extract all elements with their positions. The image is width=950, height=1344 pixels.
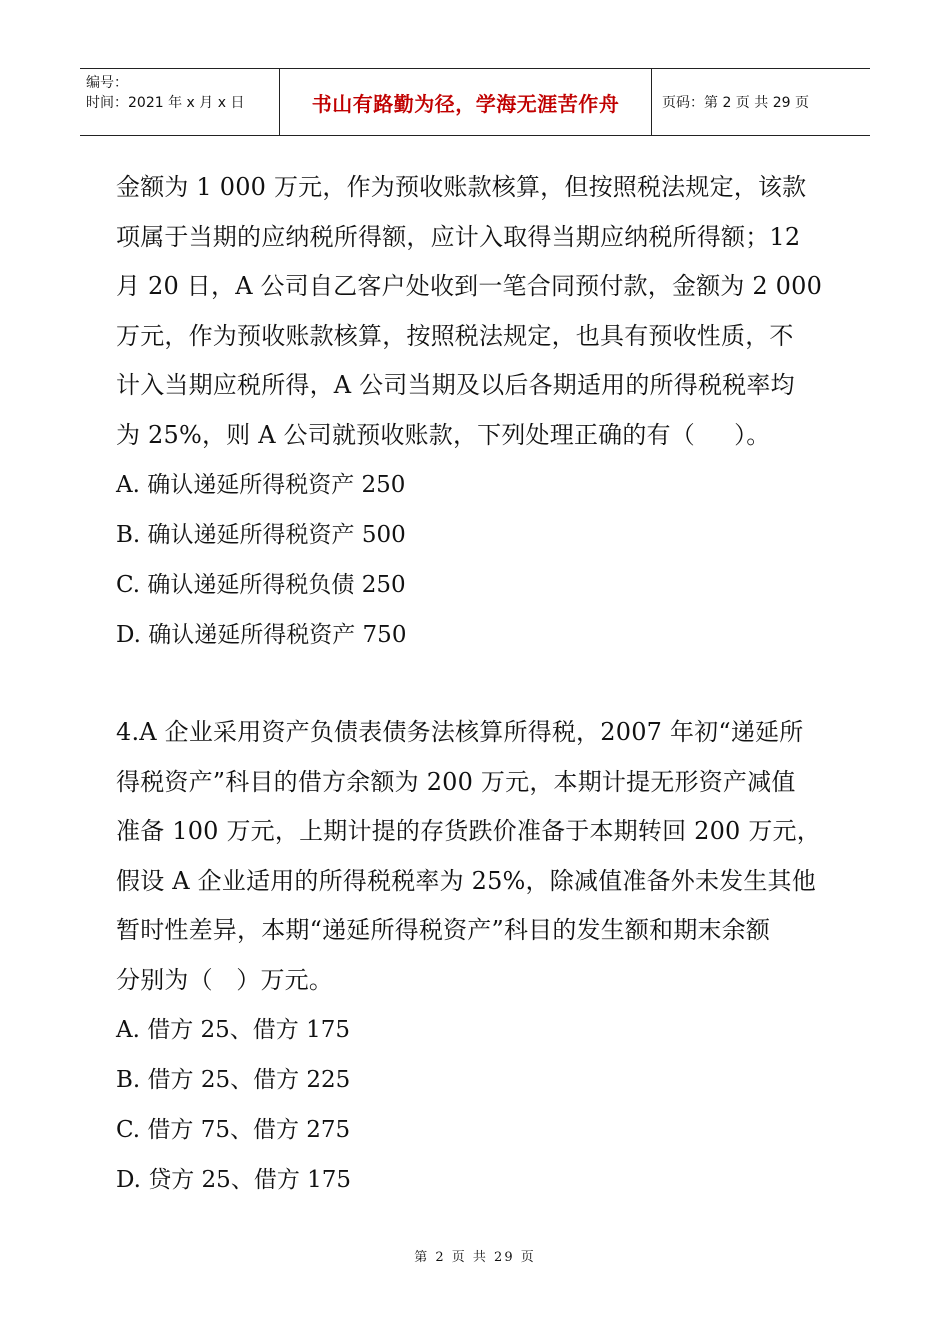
motto-text: 书山有路勤为径，学海无涯苦作舟 bbox=[311, 91, 620, 116]
q4-line: 得税资产”科目的借方余额为 200 万元，本期计提无形资产减值 bbox=[116, 767, 796, 796]
page-header bbox=[80, 68, 870, 136]
q4-option-c: C. 借方 75、借方 275 bbox=[116, 1117, 351, 1143]
q4-line: 假设 A 企业适用的所得税税率为 25%，除减值准备外未发生其他 bbox=[116, 866, 816, 895]
q4-option-b: B. 借方 25、借方 225 bbox=[116, 1067, 351, 1093]
page-info: 页码：第 2 页 共 29 页 bbox=[662, 95, 809, 111]
q3-line: 计入当期应税所得，A 公司当期及以后各期适用的所得税税率均 bbox=[116, 371, 795, 399]
question-3 bbox=[116, 163, 836, 660]
q4-option-a: A. 借方 25、借方 175 bbox=[116, 1017, 351, 1043]
q3-line: 金额为 1 000 万元，作为预收账款核算，但按照税法规定，该款 bbox=[116, 173, 807, 201]
q4-line: 分别为（ ）万元。 bbox=[116, 965, 334, 994]
question-spacer bbox=[116, 660, 836, 708]
q3-option-d: D. 确认递延所得税资产 750 bbox=[116, 622, 407, 648]
time-label: 时间：2021 年 x 月 x 日 bbox=[86, 95, 245, 111]
q3-option-a: A. 确认递延所得税资产 250 bbox=[116, 472, 406, 498]
q4-option-d: D. 贷方 25、借方 175 bbox=[116, 1167, 352, 1193]
q4-line: 暂时性差异，本期“递延所得税资产”科目的发生额和期末余额 bbox=[116, 916, 771, 944]
document-body bbox=[116, 163, 836, 1205]
q3-option-b: B. 确认递延所得税资产 500 bbox=[116, 522, 406, 548]
q3-line: 项属于当期的应纳税所得额，应计入取得当期应纳税所得额；12 bbox=[116, 222, 801, 251]
header-meta bbox=[80, 69, 280, 135]
q4-line: 4.A 企业采用资产负债表债务法核算所得税，2007 年初“递延所 bbox=[116, 718, 804, 746]
header-motto-cell bbox=[280, 69, 652, 135]
q3-line: 万元，作为预收账款核算，按照税法规定，也具有预收性质，不 bbox=[116, 321, 794, 350]
number-label: 编号： bbox=[86, 75, 128, 91]
question-4 bbox=[116, 708, 836, 1205]
q3-option-c: C. 确认递延所得税负债 250 bbox=[116, 572, 406, 598]
q4-line: 准备 100 万元，上期计提的存货跌价准备于本期转回 200 万元， bbox=[116, 817, 821, 845]
q3-line: 月 20 日，A 公司自乙客户处收到一笔合同预付款，金额为 2 000 bbox=[116, 272, 823, 300]
page-footer: 第 2 页 共 29 页 bbox=[414, 1250, 536, 1265]
q3-line: 为 25%，则 A 公司就预收账款，下列处理正确的有（ ）。 bbox=[116, 420, 771, 449]
